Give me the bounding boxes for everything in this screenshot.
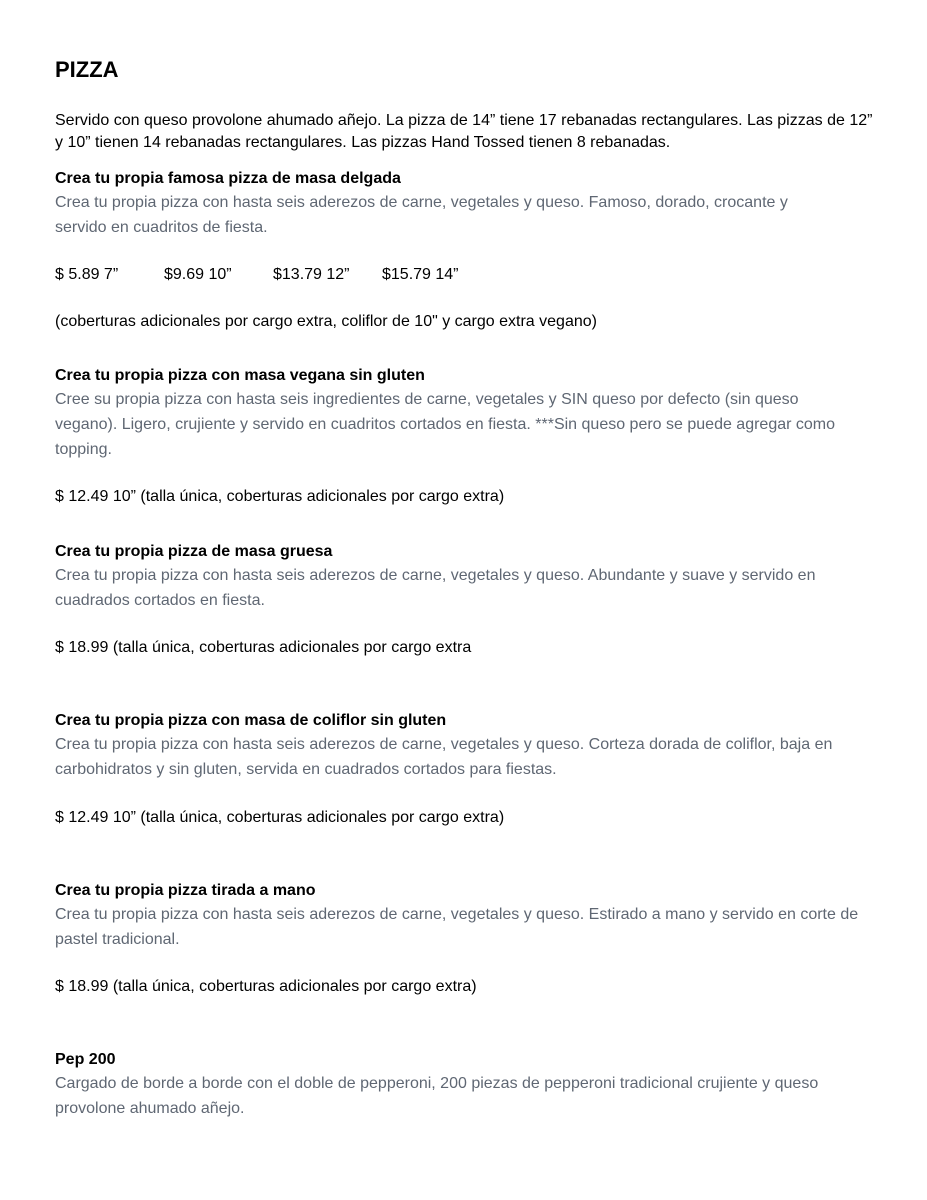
menu-item-vegan-gluten-free bbox=[55, 365, 875, 462]
item-name: Crea tu propia pizza con masa de coliflor sin gluten bbox=[55, 712, 447, 729]
section-intro: Servido con queso provolone ahumado añejo. La pizza de 14” tiene 17 rebanadas rectangulares. Las pizzas de 12” y 10” tienen 14 rebanadas rectangulares. Las pizzas Hand Tossed tienen 8 rebanadas. bbox=[55, 112, 873, 151]
menu-item-pep-200 bbox=[55, 1049, 875, 1121]
menu-item-cauliflower-crust bbox=[55, 710, 875, 782]
item-description: Cree su propia pizza con hasta seis ingredientes de carne, vegetales y SIN queso por defecto (sin queso vegano). Ligero, crujiente y servido en cuadritos cortados en fiesta. ***Sin queso pero se puede agregar como topping. bbox=[55, 391, 836, 458]
item-name: Crea tu propia famosa pizza de masa delgada bbox=[55, 170, 401, 187]
menu-item-hand-tossed bbox=[55, 880, 875, 952]
item-price: $ 18.99 (talla única, coberturas adicionales por cargo extra bbox=[55, 639, 472, 656]
item-price-sizes bbox=[55, 264, 459, 286]
price-12in: $13.79 12” bbox=[273, 266, 350, 283]
item-name: Crea tu propia pizza de masa gruesa bbox=[55, 543, 333, 560]
item-price: $ 12.49 10” (talla única, coberturas adicionales por cargo extra) bbox=[55, 809, 505, 826]
item-name: Crea tu propia pizza tirada a mano bbox=[55, 882, 316, 899]
item-name: Pep 200 bbox=[55, 1051, 116, 1068]
item-note: (coberturas adicionales por cargo extra, coliflor de 10" y cargo extra vegano) bbox=[55, 313, 597, 330]
menu-item-thin-crust bbox=[55, 168, 875, 240]
menu-item-thick-crust bbox=[55, 541, 875, 613]
item-description: Crea tu propia pizza con hasta seis aderezos de carne, vegetales y queso. Corteza dorada de coliflor, baja en carbohidratos y sin gluten, servida en cuadrados cortados para fiestas. bbox=[55, 736, 833, 778]
item-description: Cargado de borde a borde con el doble de pepperoni, 200 piezas de pepperoni tradicional crujiente y queso provolone ahumado añejo. bbox=[55, 1075, 819, 1117]
item-description: Crea tu propia pizza con hasta seis aderezos de carne, vegetales y queso. Abundante y suave y servido en cuadrados cortados en fiesta. bbox=[55, 567, 816, 609]
item-description: Crea tu propia pizza con hasta seis aderezos de carne, vegetales y queso. Estirado a mano y servido en corte de pastel tradicional. bbox=[55, 906, 859, 948]
item-description: Crea tu propia pizza con hasta seis aderezos de carne, vegetales y queso. Famoso, dorado, crocante y servido en cuadritos de fiesta. bbox=[55, 194, 788, 236]
price-14in: $15.79 14” bbox=[382, 266, 459, 283]
item-price: $ 12.49 10” (talla única, coberturas adicionales por cargo extra) bbox=[55, 488, 505, 505]
price-7in: $ 5.89 7” bbox=[55, 266, 119, 283]
page-title: PIZZA bbox=[55, 57, 119, 82]
item-price: $ 18.99 (talla única, coberturas adicionales por cargo extra) bbox=[55, 978, 477, 995]
item-name: Crea tu propia pizza con masa vegana sin gluten bbox=[55, 367, 425, 384]
price-10in: $9.69 10” bbox=[164, 266, 232, 283]
